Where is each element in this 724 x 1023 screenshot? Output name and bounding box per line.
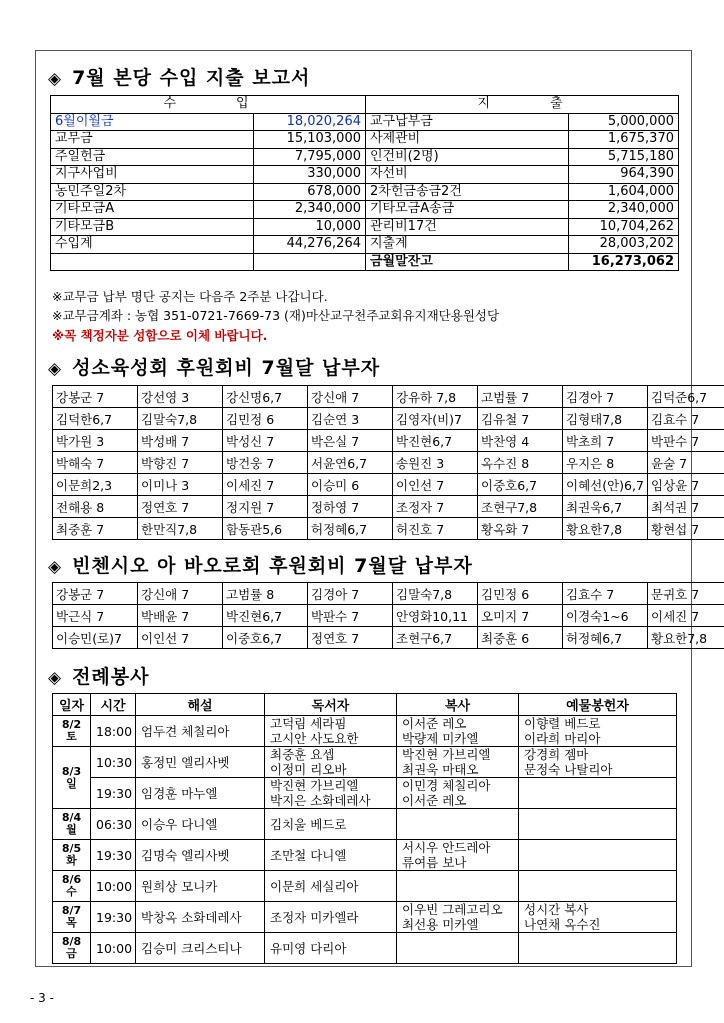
schedule-servers	[397, 809, 519, 840]
income-value: 330,000	[254, 166, 366, 184]
diamond-bullet-icon: ◈	[48, 69, 63, 89]
finance-row	[51, 183, 679, 201]
donor-cell: 최석권 7	[648, 496, 724, 518]
donor-cell: 이인선 7	[138, 627, 223, 649]
schedule-servers: 박진현 가브리엘 최권욱 마태오	[397, 747, 519, 778]
donor-row	[53, 408, 724, 430]
schedule-time: 06:30	[91, 809, 136, 840]
donor-cell: 방건웅 7	[223, 452, 308, 474]
donor-cell: 조현구7,8	[478, 496, 563, 518]
donor-cell: 이승미 6	[308, 474, 393, 496]
finance-section-title: ◈ 7월 본당 수입 지출 보고서	[48, 67, 311, 89]
donor-cell: 박성신 7	[223, 430, 308, 452]
donor-cell: 황요한7,8	[563, 518, 648, 540]
schedule-readers: 유미영 다리아	[265, 933, 397, 964]
donor-cell: 최중훈 7	[53, 518, 138, 540]
expense-label: 관리비17건	[366, 218, 569, 236]
donor-row	[53, 518, 724, 540]
donor-cell: 조현구6,7	[393, 627, 478, 649]
donor-cell: 박성배 7	[138, 430, 223, 452]
donor-cell: 정연호 7	[308, 627, 393, 649]
donor-cell: 이세진 7	[648, 605, 724, 627]
schedule-offerers: 성시간 복사 나연채 옥수진	[519, 902, 677, 933]
diamond-bullet-icon: ◈	[48, 359, 63, 379]
schedule-row	[53, 747, 677, 778]
expense-value: 1,675,370	[569, 131, 679, 149]
donor-cell: 이미나 3	[138, 474, 223, 496]
finance-row	[51, 166, 679, 184]
finance-row	[51, 236, 679, 254]
schedule-readers: 조만철 다니엘	[265, 840, 397, 871]
donor-row	[53, 430, 724, 452]
schedule-offerers	[519, 933, 677, 964]
donor-cell: 강봉군 7	[53, 386, 138, 408]
donor-cell: 이중호6,7	[478, 474, 563, 496]
schedule-time: 19:30	[91, 902, 136, 933]
donor-cell: 조정자 7	[393, 496, 478, 518]
donor-row	[53, 583, 724, 605]
balance-empty-cell	[51, 253, 254, 271]
expense-value: 1,604,000	[569, 183, 679, 201]
donor-cell: 우지은 8	[563, 452, 648, 474]
schedule-header: 복사	[397, 694, 519, 716]
diamond-bullet-icon: ◈	[48, 668, 63, 688]
schedule-commentator: 김명숙 엘리사벳	[136, 840, 265, 871]
schedule-offerers	[519, 778, 677, 809]
expense-label: 교구납부금	[366, 113, 569, 131]
donor-cell: 김유철 7	[478, 408, 563, 430]
schedule-section-title: ◈ 전례봉사	[48, 666, 150, 688]
donor-cell: 허정혜6,7	[563, 627, 648, 649]
donors1-table	[52, 385, 724, 540]
donor-cell: 김영자(비)7	[393, 408, 478, 430]
income-label: 기타모금A	[51, 201, 254, 219]
donor-row	[53, 452, 724, 474]
schedule-servers: 이우빈 그레고리오 최선용 미카엘	[397, 902, 519, 933]
schedule-offerers: 이향렬 베드로 이라희 마리아	[519, 716, 677, 747]
donor-cell: 허정혜6,7	[308, 518, 393, 540]
expense-label: 지출계	[366, 236, 569, 254]
donor-row	[53, 627, 724, 649]
schedule-date: 8/7 목	[53, 902, 91, 933]
donor-cell: 이경숙1~6	[563, 605, 648, 627]
schedule-date: 8/5 화	[53, 840, 91, 871]
expense-value: 964,390	[569, 166, 679, 184]
donor-cell: 박배윤 7	[138, 605, 223, 627]
donor-cell: 강신애 7	[138, 583, 223, 605]
donor-cell: 박은실 7	[308, 430, 393, 452]
diamond-bullet-icon: ◈	[48, 557, 63, 577]
schedule-date: 8/2 토	[53, 716, 91, 747]
expense-label: 사제관비	[366, 131, 569, 149]
schedule-date: 8/8 금	[53, 933, 91, 964]
donor-cell: 강신애 7	[308, 386, 393, 408]
schedule-commentator: 김승미 크리스티나	[136, 933, 265, 964]
schedule-table	[52, 693, 677, 964]
schedule-readers: 고덕림 세라핌 고시안 사도요한	[265, 716, 397, 747]
income-label: 농민주일2차	[51, 183, 254, 201]
schedule-time: 19:30	[91, 840, 136, 871]
schedule-row	[53, 840, 677, 871]
income-label: 수입계	[51, 236, 254, 254]
donor-cell: 이승민(로)7	[53, 627, 138, 649]
expense-value: 5,715,180	[569, 148, 679, 166]
schedule-header: 시간	[91, 694, 136, 716]
schedule-date: 8/3 일	[53, 747, 91, 809]
donor-cell: 김민정 6	[223, 408, 308, 430]
donor-cell: 윤술 7	[648, 452, 724, 474]
schedule-readers: 이문희 세실리아	[265, 871, 397, 902]
balance-empty-cell	[254, 253, 366, 271]
schedule-row	[53, 716, 677, 747]
donor-row	[53, 474, 724, 496]
donor-cell: 최중훈 6	[478, 627, 563, 649]
donor-cell: 김경아 7	[563, 386, 648, 408]
donor-cell: 안영화10,11	[393, 605, 478, 627]
schedule-date: 8/6 수	[53, 871, 91, 902]
donor-cell: 김민정 6	[478, 583, 563, 605]
donor-row	[53, 496, 724, 518]
schedule-readers: 김치울 베드로	[265, 809, 397, 840]
donor-cell: 이문희2,3	[53, 474, 138, 496]
donor-cell: 김말숙7,8	[138, 408, 223, 430]
balance-label: 금월말잔고	[366, 253, 569, 271]
donor-cell: 황옥화 7	[478, 518, 563, 540]
schedule-servers: 이서준 레오 박량제 미카엘	[397, 716, 519, 747]
schedule-commentator: 이승우 다니엘	[136, 809, 265, 840]
donors2-section-title: ◈ 빈첸시오 아 바오로회 후원회비 7월달 납부자	[48, 555, 473, 577]
donor-cell: 이혜선(안)6,7	[563, 474, 648, 496]
schedule-header: 독서자	[265, 694, 397, 716]
finance-row	[51, 201, 679, 219]
expense-label: 기타모금A송금	[366, 201, 569, 219]
expense-label: 인건비(2명)	[366, 148, 569, 166]
income-value: 18,020,264	[254, 113, 366, 131]
account-line: ※교무금계좌 : 농협 351-0721-7669-73 (재)마산교구천주교회유지재단용원성당	[52, 308, 500, 323]
schedule-servers	[397, 871, 519, 902]
income-label: 지구사업비	[51, 166, 254, 184]
schedule-offerers	[519, 871, 677, 902]
expense-value: 10,704,262	[569, 218, 679, 236]
expense-label: 2차헌금송금2건	[366, 183, 569, 201]
income-label: 6월이월금	[51, 113, 254, 131]
donor-row	[53, 605, 724, 627]
schedule-date: 8/4 월	[53, 809, 91, 840]
schedule-commentator: 원희상 모니카	[136, 871, 265, 902]
schedule-servers: 이민경 체칠리아 이서준 레오	[397, 778, 519, 809]
donor-cell: 고범률 8	[223, 583, 308, 605]
schedule-offerers: 강경희 젬마 문정숙 나탈리아	[519, 747, 677, 778]
donor-cell: 박근식 7	[53, 605, 138, 627]
schedule-row	[53, 778, 677, 809]
donor-cell: 송원진 3	[393, 452, 478, 474]
schedule-header: 일자	[53, 694, 91, 716]
donors2-table	[52, 582, 724, 649]
donor-cell: 정지원 7	[223, 496, 308, 518]
schedule-time: 19:30	[91, 778, 136, 809]
schedule-header: 예물봉헌자	[519, 694, 677, 716]
donor-cell: 문귀호 7	[648, 583, 724, 605]
schedule-time: 10:00	[91, 871, 136, 902]
donor-cell: 박해숙 7	[53, 452, 138, 474]
schedule-time: 10:00	[91, 933, 136, 964]
donor-cell: 박찬영 4	[478, 430, 563, 452]
income-label: 주일헌금	[51, 148, 254, 166]
expense-value: 28,003,202	[569, 236, 679, 254]
finance-row	[51, 131, 679, 149]
donor-cell: 박판수 7	[648, 430, 724, 452]
schedule-readers: 박진현 가브리엘 박지은 소화데레사	[265, 778, 397, 809]
donor-row	[53, 386, 724, 408]
donor-cell: 김효수 7	[563, 583, 648, 605]
finance-row	[51, 113, 679, 131]
donor-cell: 서윤연6,7	[308, 452, 393, 474]
donor-cell: 강봉군 7	[53, 583, 138, 605]
donor-cell: 박진현6,7	[223, 605, 308, 627]
schedule-commentator: 박창옥 소화데레사	[136, 902, 265, 933]
donor-cell: 김순연 3	[308, 408, 393, 430]
donor-cell: 김형태7,8	[563, 408, 648, 430]
donor-cell: 김말숙7,8	[393, 583, 478, 605]
donor-cell: 김효수 7	[648, 408, 724, 430]
finance-row	[51, 218, 679, 236]
donor-cell: 박향진 7	[138, 452, 223, 474]
donor-cell: 강선영 3	[138, 386, 223, 408]
income-value: 7,795,000	[254, 148, 366, 166]
income-value: 44,276,264	[254, 236, 366, 254]
donor-cell: 옥수진 8	[478, 452, 563, 474]
schedule-commentator: 임경훈 마누엘	[136, 778, 265, 809]
donor-cell: 황요한7,8	[648, 627, 724, 649]
schedule-row	[53, 871, 677, 902]
expense-label: 자선비	[366, 166, 569, 184]
income-value: 15,103,000	[254, 131, 366, 149]
schedule-readers: 조정자 미카엘라	[265, 902, 397, 933]
schedule-readers: 최중훈 요셉 이정미 리오바	[265, 747, 397, 778]
income-value: 678,000	[254, 183, 366, 201]
donor-cell: 박초희 7	[563, 430, 648, 452]
finance-row	[51, 148, 679, 166]
donor-cell: 박판수 7	[308, 605, 393, 627]
schedule-time: 18:00	[91, 716, 136, 747]
donor-cell: 황현섭 7	[648, 518, 724, 540]
expense-header: 지출	[366, 96, 679, 114]
donors1-section-title: ◈ 성소육성회 후원회비 7월달 납부자	[48, 357, 381, 379]
income-value: 10,000	[254, 218, 366, 236]
donor-cell: 고범률 7	[478, 386, 563, 408]
donor-cell: 오미지 7	[478, 605, 563, 627]
schedule-row	[53, 902, 677, 933]
schedule-commentator: 엄두견 체칠리아	[136, 716, 265, 747]
finance-table	[50, 95, 679, 271]
expense-value: 5,000,000	[569, 113, 679, 131]
schedule-servers	[397, 933, 519, 964]
schedule-commentator: 홍정민 엘리사벳	[136, 747, 265, 778]
donor-cell: 함동관5,6	[223, 518, 308, 540]
expense-value: 2,340,000	[569, 201, 679, 219]
donor-cell: 김덕한6,7	[53, 408, 138, 430]
donor-cell: 박진현6,7	[393, 430, 478, 452]
donor-cell: 김경아 7	[308, 583, 393, 605]
schedule-header: 해설	[136, 694, 265, 716]
income-value: 2,340,000	[254, 201, 366, 219]
schedule-offerers	[519, 809, 677, 840]
notice-line: ※교무금 납부 명단 공지는 다음주 2주분 나갑니다.	[52, 289, 328, 304]
schedule-time: 10:30	[91, 747, 136, 778]
donor-cell: 강유하 7,8	[393, 386, 478, 408]
donor-cell: 한만직7,8	[138, 518, 223, 540]
schedule-row	[53, 933, 677, 964]
transfer-notice: ※꼭 책정자분 성함으로 이체 바랍니다.	[52, 328, 268, 343]
donor-cell: 정연호 7	[138, 496, 223, 518]
donor-cell: 최권욱6,7	[563, 496, 648, 518]
income-header: 수입	[51, 96, 366, 114]
donor-cell: 강신명6,7	[223, 386, 308, 408]
donor-cell: 김덕준6,7	[648, 386, 724, 408]
page-number: - 3 -	[30, 991, 54, 1005]
donor-cell: 임상윤 7	[648, 474, 724, 496]
income-label: 교무금	[51, 131, 254, 149]
donor-cell: 이인선 7	[393, 474, 478, 496]
income-label: 기타모금B	[51, 218, 254, 236]
donor-cell: 정하영 7	[308, 496, 393, 518]
balance-value: 16,273,062	[569, 253, 679, 271]
schedule-offerers	[519, 840, 677, 871]
donor-cell: 이중호6,7	[223, 627, 308, 649]
schedule-servers: 서시우 안드레아 류여름 보나	[397, 840, 519, 871]
donor-cell: 이세진 7	[223, 474, 308, 496]
schedule-row	[53, 809, 677, 840]
donor-cell: 전해용 8	[53, 496, 138, 518]
donor-cell: 박가원 3	[53, 430, 138, 452]
donor-cell: 허진호 7	[393, 518, 478, 540]
